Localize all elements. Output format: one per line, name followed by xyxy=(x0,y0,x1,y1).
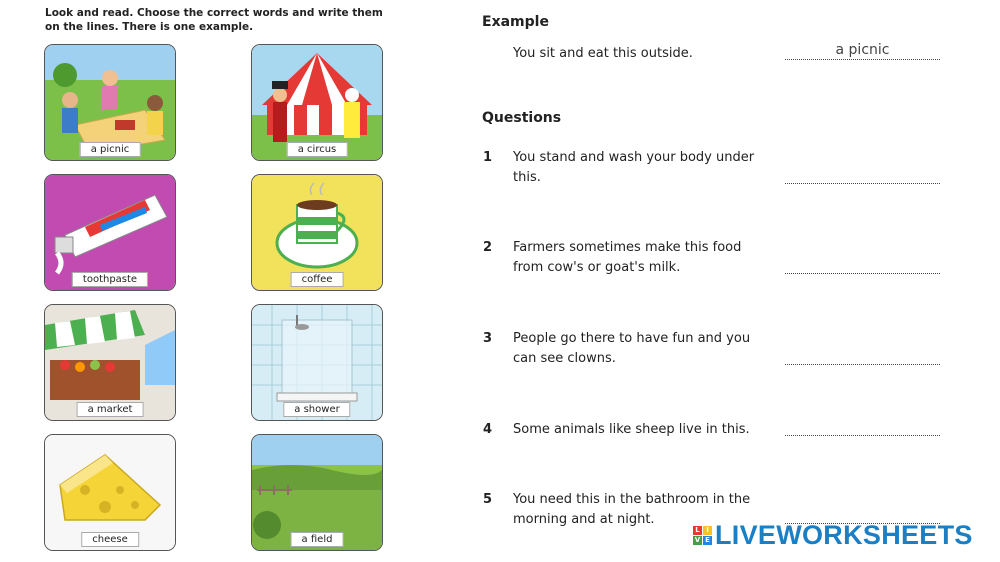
answer-line-4 xyxy=(785,434,940,436)
card-cheese xyxy=(44,434,176,551)
answer-line-3 xyxy=(785,363,940,365)
questions-heading: Questions xyxy=(482,110,562,126)
card-picnic xyxy=(44,44,176,161)
question-text: People go there to have fun and you can see clowns. xyxy=(513,331,751,366)
question-number: 4 xyxy=(483,422,493,437)
example-text: You sit and eat this outside. xyxy=(513,46,693,61)
logo-block: I xyxy=(703,526,712,535)
card-label: a field xyxy=(291,532,344,547)
card-label: a circus xyxy=(287,142,348,157)
card-field xyxy=(251,434,383,551)
card-circus xyxy=(251,44,383,161)
question-number: 5 xyxy=(483,492,493,507)
example-heading: Example xyxy=(482,14,549,30)
question-text: You stand and wash your body under this. xyxy=(513,150,755,185)
liveworksheets-logo xyxy=(693,520,973,551)
card-label: a picnic xyxy=(80,142,141,157)
card-label: cheese xyxy=(81,532,139,547)
question-text: You need this in the bathroom in the morning and at night. xyxy=(513,492,751,527)
question-text: Farmers sometimes make this food from cow's or goat's milk. xyxy=(513,240,742,275)
logo-blocks-icon xyxy=(693,526,712,545)
logo-block: L xyxy=(693,526,702,535)
question-number: 1 xyxy=(483,150,493,165)
question-number: 3 xyxy=(483,331,493,346)
answer-line-2 xyxy=(785,272,940,274)
logo-block: E xyxy=(703,536,712,545)
card-coffee xyxy=(251,174,383,291)
card-label: toothpaste xyxy=(72,272,148,287)
question-number: 2 xyxy=(483,240,493,255)
question-text: Some animals like sheep live in this. xyxy=(513,422,750,437)
answer-line-1 xyxy=(785,182,940,184)
instructions: Look and read. Choose the correct words and write them on the lines. There is one example. xyxy=(45,7,383,33)
card-label: coffee xyxy=(291,272,344,287)
card-label: a shower xyxy=(283,402,350,417)
card-toothpaste xyxy=(44,174,176,291)
logo-block: V xyxy=(694,536,701,544)
card-shower xyxy=(251,304,383,421)
card-label: a market xyxy=(77,402,144,417)
card-market xyxy=(44,304,176,421)
example-answer: a picnic xyxy=(835,42,890,58)
example-answer-line xyxy=(785,58,940,60)
logo-text: LIVEWORKSHEETS xyxy=(715,520,973,550)
